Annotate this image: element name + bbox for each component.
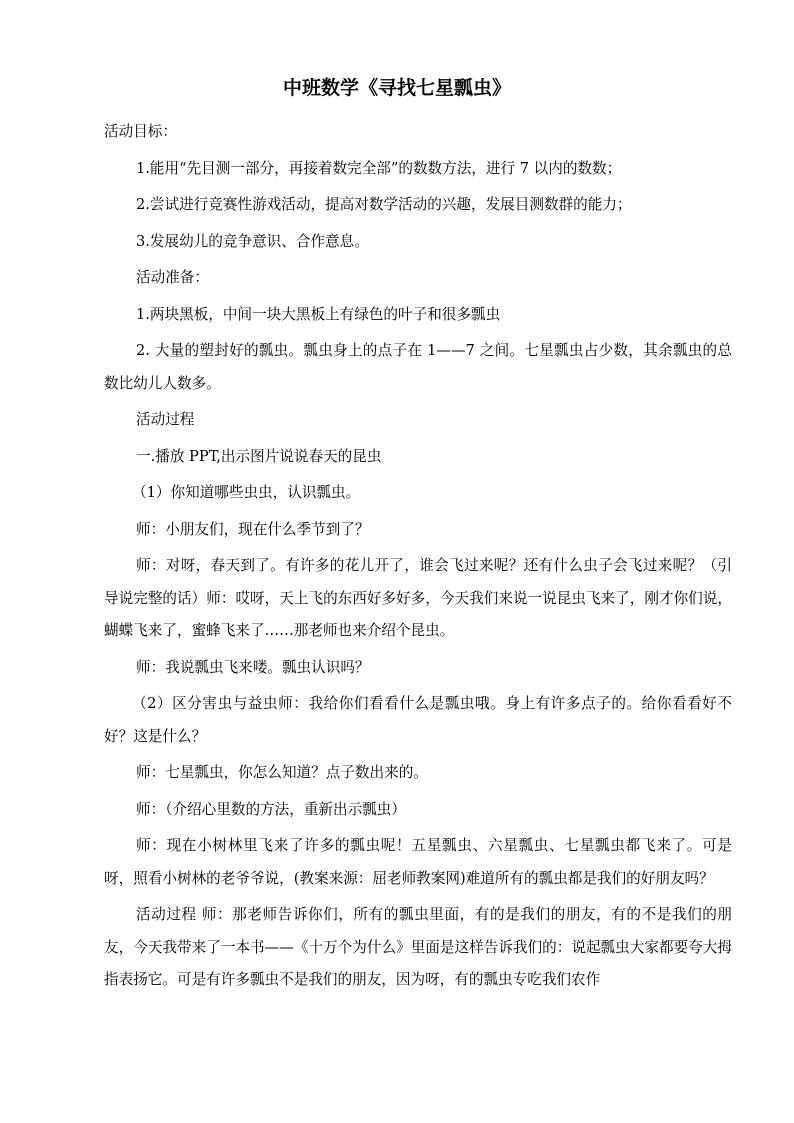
paragraph-dialogue-5: 师：（介绍心里数的方法，重新出示瓢虫）: [136, 800, 406, 818]
paragraph-goal-3: 3.发展幼儿的竞争意识、合作意息。: [136, 232, 369, 250]
document-title: 中班数学《寻找七星瓢虫》: [282, 77, 511, 99]
paragraph-goals-heading: 活动目标：: [104, 123, 177, 140]
paragraph-dialogue-7: 活动过程 师：那老师告诉你们，所有的瓢虫里面，有的是我们的朋友，有的不是我们的朋友，今天我带来了一本书——《十万个为什么》里面是这样告诉我们的：说起瓢虫大家都要夸大拇指表扬它。可是有许多瓢虫不是我们的朋友，因为呀，有的瓢虫专吃我们农作: [104, 906, 732, 988]
paragraph-dialogue-4: 师：七星瓢虫，你怎么知道？点子数出来的。: [136, 764, 428, 781]
paragraph-prep-1: 1.两块黑板，中间一块大黑板上有绿色的叶子和很多瓢虫: [136, 305, 501, 323]
paragraph-step-1: 一.播放 PPT,出示图片说说春天的昆虫: [136, 447, 382, 465]
paragraph-dialogue-3: 师：我说瓢虫飞来喽。瓢虫认识吗？: [136, 658, 370, 676]
paragraph-goal-2: 2.尝试进行竞赛性游戏活动，提高对数学活动的兴趣，发展目测数群的能力；: [136, 196, 632, 213]
paragraph-prep-heading: 活动准备：: [136, 269, 209, 286]
paragraph-prep-2: 2. 大量的塑封好的瓢虫。瓢虫身上的点子在 1——7 之间。七星瓢虫占少数，其余瓢虫的总数比幼儿人数多。: [104, 342, 732, 392]
paragraph-dialogue-1: 师：小朋友们，现在什么季节到了？: [136, 520, 370, 538]
paragraph-dialogue-2: 师：对呀，春天到了。有许多的花儿开了，谁会飞过来呢？还有什么虫子会飞过来呢？（引导说完整的话）师：哎呀，天上飞的东西好多好多，今天我们来说一说昆虫飞来了，刚才你们说，蝴蝶飞来了，蜜蜂飞来了……那老师也来介绍个昆虫。: [104, 557, 732, 639]
paragraph-step-1-1: （1）你知道哪些虫虫，认识瓢虫。: [132, 484, 361, 501]
paragraph-dialogue-6: 师：现在小树林里飞来了许多的瓢虫呢！五星瓢虫、六星瓢虫、七星瓢虫都飞来了。可是呀，照看小树林的老爷爷说，(教案来源：屈老师教案网)难道所有的瓢虫都是我们的好朋友吗？: [104, 837, 732, 887]
paragraph-process-heading: 活动过程: [136, 411, 195, 428]
paragraph-step-1-2: （2）区分害虫与益虫师：我给你们看看什么是瓢虫哦。身上有许多点子的。给你看看好不好？这是什么？: [104, 695, 732, 745]
document-body: [104, 116, 732, 997]
paragraph-goal-1: 1.能用“先目测一部分，再接着数完全部”的数数方法，进行 7 以内的数数；: [136, 159, 622, 177]
